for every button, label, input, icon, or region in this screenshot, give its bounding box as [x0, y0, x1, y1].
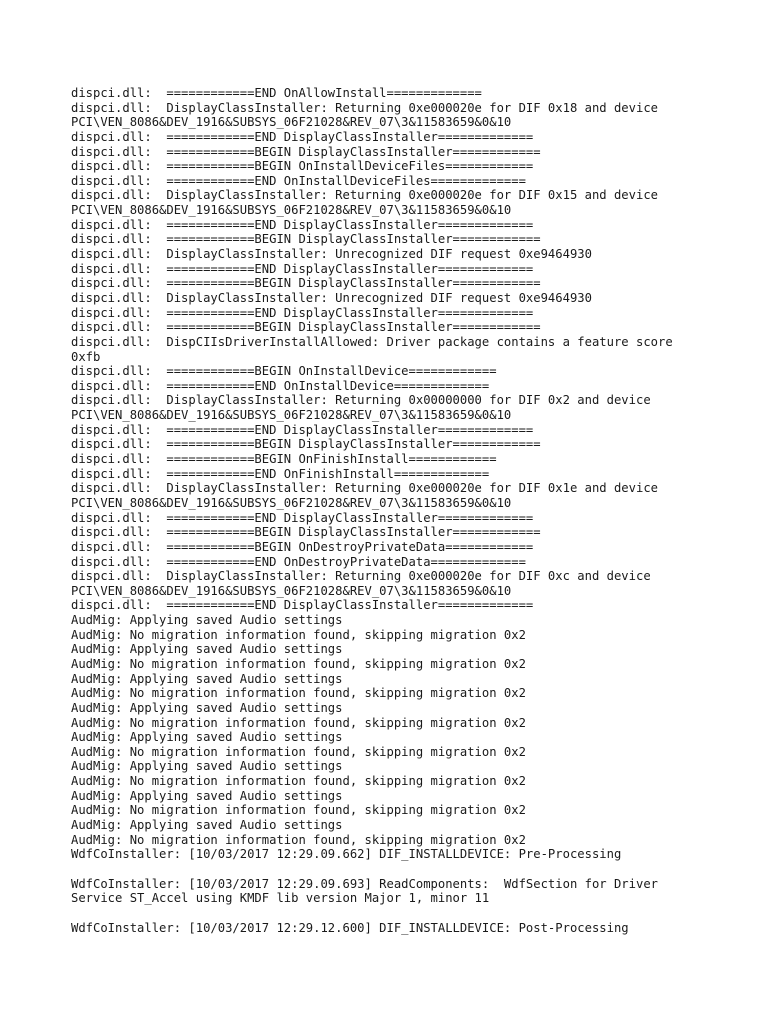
log-line: PCI\VEN_8086&DEV_1916&SUBSYS_06F21028&REV_07\3&11583659&0&10 — [71, 408, 512, 423]
log-line: AudMig: No migration information found, skipping migration 0x2 — [71, 656, 526, 671]
log-line: WdfCoInstaller: [10/03/2017 12:29.09.662] DIF_INSTALLDEVICE: Pre-Processing — [71, 847, 622, 862]
log-line: dispci.dll: DisplayClassInstaller: Returning 0xe000020e for DIF 0x1e and device — [71, 481, 658, 496]
log-line: dispci.dll: ============END OnInstallDeviceFiles============= — [71, 173, 526, 188]
log-line: dispci.dll: ============END DisplayClassInstaller============= — [71, 598, 534, 613]
log-line: dispci.dll: ============BEGIN DisplayClassInstaller============ — [71, 320, 541, 335]
log-line: AudMig: No migration information found, skipping migration 0x2 — [71, 627, 526, 642]
log-line: dispci.dll: ============END DisplayClassInstaller============= — [71, 261, 534, 276]
log-line: dispci.dll: ============BEGIN DisplayClassInstaller============ — [71, 232, 541, 247]
log-line: PCI\VEN_8086&DEV_1916&SUBSYS_06F21028&REV_07\3&11583659&0&10 — [71, 203, 512, 218]
log-line: dispci.dll: ============END DisplayClassInstaller============= — [71, 217, 534, 232]
log-line: dispci.dll: ============END DisplayClassInstaller============= — [71, 510, 534, 525]
log-line — [71, 906, 711, 921]
log-line: dispci.dll: ============BEGIN OnInstallDevice============ — [71, 364, 497, 379]
log-line: AudMig: No migration information found, skipping migration 0x2 — [71, 832, 526, 847]
log-line: dispci.dll: ============END OnInstallDevice============= — [71, 378, 490, 393]
log-line: AudMig: Applying saved Audio settings — [71, 759, 343, 774]
log-line: dispci.dll: ============END DisplayClassInstaller============= — [71, 305, 534, 320]
log-line: AudMig: No migration information found, skipping migration 0x2 — [71, 774, 526, 789]
log-line: WdfCoInstaller: [10/03/2017 12:29.12.600] DIF_INSTALLDEVICE: Post-Processing — [71, 920, 629, 935]
log-line: dispci.dll: ============BEGIN DisplayClassInstaller============ — [71, 144, 541, 159]
log-text — [71, 86, 711, 935]
log-line: AudMig: No migration information found, skipping migration 0x2 — [71, 715, 526, 730]
log-line: PCI\VEN_8086&DEV_1916&SUBSYS_06F21028&REV_07\3&11583659&0&10 — [71, 495, 512, 510]
log-line: dispci.dll: DisplayClassInstaller: Returning 0xe000020e for DIF 0x15 and device — [71, 188, 658, 203]
log-line: dispci.dll: ============BEGIN DisplayClassInstaller============ — [71, 437, 541, 452]
log-line: dispci.dll: DisplayClassInstaller: Returning 0x00000000 for DIF 0x2 and device — [71, 393, 651, 408]
log-line: AudMig: Applying saved Audio settings — [71, 642, 343, 657]
log-line: dispci.dll: ============BEGIN OnFinishInstall============ — [71, 452, 497, 467]
log-line: AudMig: Applying saved Audio settings — [71, 788, 343, 803]
log-line: Service ST_Accel using KMDF lib version Major 1, minor 11 — [71, 891, 490, 906]
log-line: AudMig: No migration information found, skipping migration 0x2 — [71, 744, 526, 759]
log-line: AudMig: No migration information found, skipping migration 0x2 — [71, 803, 526, 818]
log-line: dispci.dll: ============END OnFinishInstall============= — [71, 466, 490, 481]
log-line: AudMig: Applying saved Audio settings — [71, 700, 343, 715]
log-line: dispci.dll: ============BEGIN OnDestroyPrivateData============ — [71, 539, 534, 554]
log-line: 0xfb — [71, 349, 101, 364]
log-line: AudMig: Applying saved Audio settings — [71, 671, 343, 686]
log-line: PCI\VEN_8086&DEV_1916&SUBSYS_06F21028&REV_07\3&11583659&0&10 — [71, 115, 512, 130]
log-line: dispci.dll: DisplayClassInstaller: Unrecognized DIF request 0xe9464930 — [71, 290, 592, 305]
log-line: AudMig: No migration information found, skipping migration 0x2 — [71, 686, 526, 701]
log-line: dispci.dll: ============END DisplayClassInstaller============= — [71, 129, 534, 144]
log-line: dispci.dll: DisplayClassInstaller: Returning 0xe000020e for DIF 0x18 and device — [71, 100, 658, 115]
log-line: dispci.dll: ============BEGIN OnInstallDeviceFiles============ — [71, 159, 534, 174]
log-line: dispci.dll: ============END OnAllowInstall============= — [71, 86, 482, 100]
log-line: dispci.dll: DisplayClassInstaller: Returning 0xe000020e for DIF 0xc and device — [71, 569, 651, 584]
log-line — [71, 862, 711, 877]
log-line: dispci.dll: DispCIIsDriverInstallAllowed: Driver package contains a feature score — [71, 334, 673, 349]
log-line: dispci.dll: ============BEGIN DisplayClassInstaller============ — [71, 276, 541, 291]
log-line: dispci.dll: ============END DisplayClassInstaller============= — [71, 422, 534, 437]
log-line: AudMig: Applying saved Audio settings — [71, 730, 343, 745]
log-line: AudMig: Applying saved Audio settings — [71, 818, 343, 833]
log-line: dispci.dll: ============END OnDestroyPrivateData============= — [71, 554, 526, 569]
log-line: dispci.dll: ============BEGIN DisplayClassInstaller============ — [71, 525, 541, 540]
log-line: AudMig: Applying saved Audio settings — [71, 613, 343, 628]
log-line: dispci.dll: DisplayClassInstaller: Unrecognized DIF request 0xe9464930 — [71, 247, 592, 262]
log-line: PCI\VEN_8086&DEV_1916&SUBSYS_06F21028&REV_07\3&11583659&0&10 — [71, 583, 512, 598]
log-line: WdfCoInstaller: [10/03/2017 12:29.09.693] ReadComponents: WdfSection for Driver — [71, 876, 658, 891]
